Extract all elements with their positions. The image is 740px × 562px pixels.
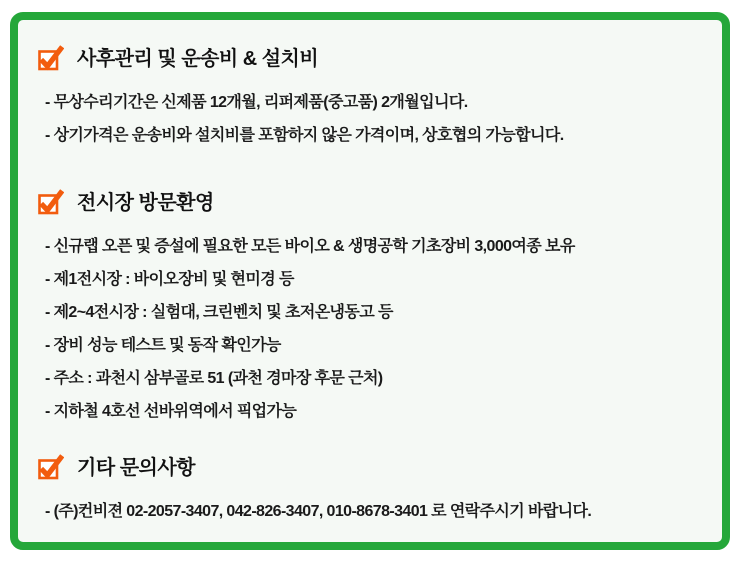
section-title-row xyxy=(38,190,704,216)
section-title: 기타 문의사항 xyxy=(77,457,195,479)
section-title-row xyxy=(38,46,704,72)
bullet-item: - 무상수리기간은 신제품 12개월, 리퍼제품(중고품) 2개월입니다. xyxy=(45,94,468,111)
section-aftercare xyxy=(38,46,704,152)
section-title-row xyxy=(38,455,704,481)
bullet-list xyxy=(45,86,704,152)
bullet-item: - 주소 : 과천시 삼부골로 51 (과천 경마장 후문 근처) xyxy=(45,370,383,387)
checkbox-checked-icon xyxy=(38,189,64,215)
bullet-list xyxy=(45,495,704,528)
bullet-item: - 신규랩 오픈 및 증설에 필요한 모든 바이오 & 생명공학 기초장비 3,000여종 보유 xyxy=(45,238,575,255)
checkbox-checked-icon xyxy=(38,45,64,71)
section-title: 사후관리 및 운송비 & 설치비 xyxy=(77,48,319,70)
bullet-item: - (주)컨비젼 02-2057-3407, 042-826-3407, 010-8678-3401 로 연락주시기 바랍니다. xyxy=(45,503,592,520)
bullet-item: - 제2~4전시장 : 실험대, 크린벤치 및 초저온냉동고 등 xyxy=(45,304,393,321)
section-title: 전시장 방문환영 xyxy=(77,192,214,214)
bullet-item: - 상기가격은 운송비와 설치비를 포함하지 않은 가격이며, 상호협의 가능합니다. xyxy=(45,127,564,144)
section-showroom xyxy=(38,190,704,428)
checkbox-checked-icon xyxy=(38,454,64,480)
bullet-item: - 제1전시장 : 바이오장비 및 현미경 등 xyxy=(45,271,294,288)
bullet-list xyxy=(45,230,704,428)
bullet-item: - 지하철 4호선 선바위역에서 픽업가능 xyxy=(45,403,297,420)
section-contact xyxy=(38,455,704,528)
bullet-item: - 장비 성능 테스트 및 동작 확인가능 xyxy=(45,337,281,354)
notice-panel xyxy=(10,12,730,550)
